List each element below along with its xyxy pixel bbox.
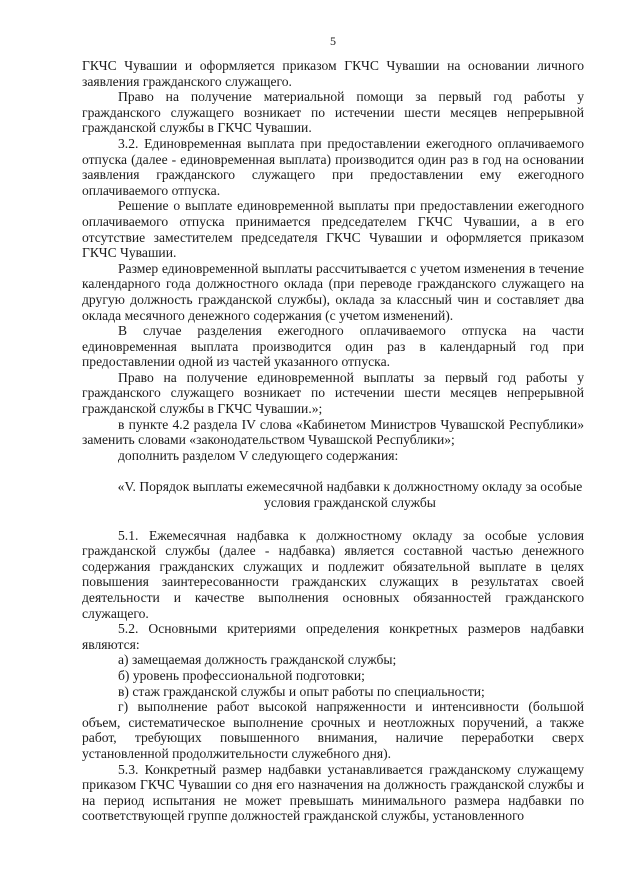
paragraph: дополнить разделом V следующего содержания: xyxy=(118,447,399,463)
paragraph: в пункте 4.2 раздела IV слова «Кабинетом Министров Чувашской Республики» заменить словами «законодательством Чувашской Республики»; xyxy=(82,416,584,448)
list-item: в) стаж гражданской службы и опыт работы по специальности; xyxy=(118,683,485,699)
paragraph: 5.1. Ежемесячная надбавка к должностному окладу за особые условия гражданской службы (далее - надбавка) является составной частью денежного содержания гражданских служащих и подлежит обязательной выплате в целях повышения заинтересованности гражданских служащих в результатах своей деятельности и качестве выполнения основных обязанностей гражданского служащего. xyxy=(82,527,584,621)
paragraph: ГКЧС Чувашии и оформляется приказом ГКЧС Чувашии на основании личного заявления гражданского служащего. xyxy=(82,58,584,89)
paragraph: Размер единовременной выплаты рассчитывается с учетом изменения в течение календарного года должностного оклада (при переводе гражданского служащего на другую должность гражданской службы), оклада за классный чин и составляет два оклада месячного денежного содержания (с учетом изменений). xyxy=(82,260,584,323)
list-item: а) замещаемая должность гражданской службы; xyxy=(118,652,397,668)
paragraph: В случае разделения ежегодного оплачиваемого отпуска на части единовременная выплата производится один раз в календарный год при предоставлении одной из частей указанного отпуска. xyxy=(82,323,584,370)
paragraph: 3.2. Единовременная выплата при предоставлении ежегодного оплачиваемого отпуска (далее - единовременная выплата) производится один раз в год на основании заявления гражданского служащего при предоставлении ему ежегодного оплачиваемого отпуска. xyxy=(82,135,584,198)
list-item: г) выполнение работ высокой напряженности и интенсивности (большой объем, систематическое выполнение срочных и неотложных поручений, а также работ, требующих повышенного внимания, наличие переработки сверх установленной продолжительности служебного дня). xyxy=(82,699,584,761)
section-heading-line: «V. Порядок выплаты ежемесячной надбавки к должностному окладу за особые xyxy=(117,479,583,495)
section-heading-line: условия гражданской службы xyxy=(264,495,436,511)
paragraph: Решение о выплате единовременной выплаты при предоставлении ежегодного оплачиваемого отпуска принимается председателем ГКЧС Чувашии, а в его отсутствие заместителем председателя ГКЧС Чувашии и оформляется приказом ГКЧС Чувашии. xyxy=(82,198,584,261)
paragraph: Право на получение единовременной выплаты за первый год работы у гражданского служащего возникает по истечении шести месяцев непрерывной гражданской службы в ГКЧС Чувашии.»; xyxy=(82,369,584,417)
page-number: 5 xyxy=(330,34,336,48)
section-heading xyxy=(82,479,584,510)
paragraph: 5.2. Основными критериями определения конкретных размеров надбавки являются: xyxy=(82,621,584,652)
paragraph: 5.3. Конкретный размер надбавки устанавливается гражданскому служащему приказом ГКЧС Чувашии со дня его назначения на должность гражданской службы и на период испытания не может превышать минимального размера надбавки по соответствующей группе должностей гражданской службы, установленного xyxy=(82,761,584,824)
list-item: б) уровень профессиональной подготовки; xyxy=(118,667,365,683)
paragraph: Право на получение материальной помощи за первый год работы у гражданского служащего возникает по истечении шести месяцев непрерывной гражданской службы в ГКЧС Чувашии. xyxy=(82,89,584,136)
document-body xyxy=(82,58,584,824)
